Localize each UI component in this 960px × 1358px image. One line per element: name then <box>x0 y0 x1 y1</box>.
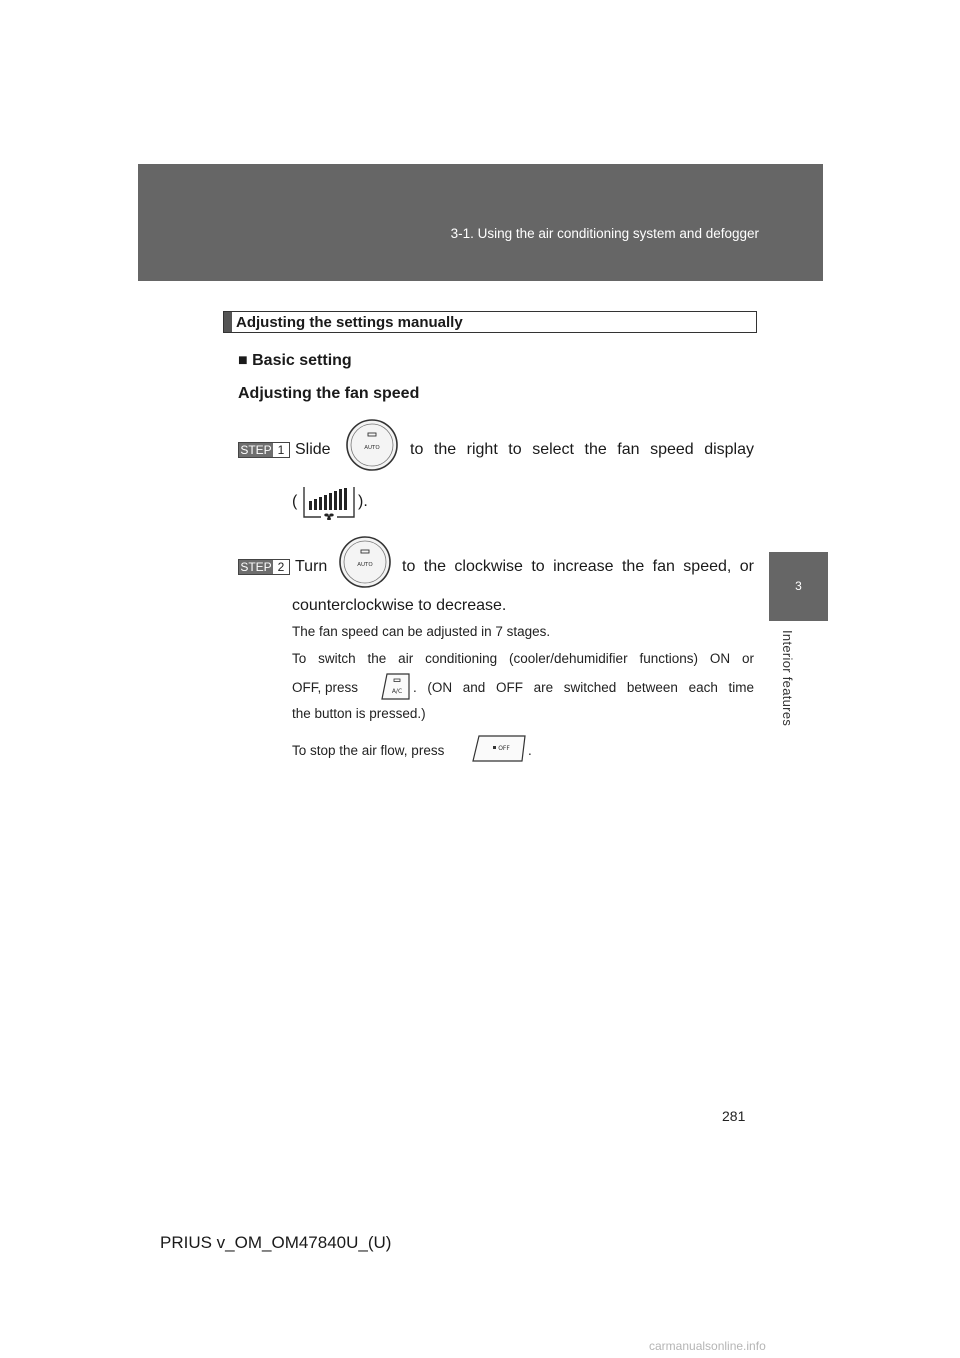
step-2-number: 2 <box>273 560 289 574</box>
note-ac-line2-b: . (ON and OFF are switched between each time <box>413 680 754 695</box>
step-2-text-before: Turn <box>295 558 328 575</box>
step-1-label: STEP <box>240 443 272 457</box>
step-1-paren-open: ( <box>292 493 298 510</box>
off-button-label: OFF <box>498 745 510 752</box>
subsection-title: ■ Basic setting <box>238 352 352 369</box>
step-2-label: STEP <box>240 560 272 574</box>
page-header <box>138 164 823 281</box>
step-1-number: 1 <box>273 443 289 457</box>
auto-knob-icon <box>345 418 399 472</box>
step-1-text-before: Slide <box>295 441 331 458</box>
note-ac-line1: To switch the air conditioning (cooler/dehumidifier functions) ON or <box>292 651 754 666</box>
watermark: carmanualsonline.info <box>649 1339 766 1353</box>
chapter-number: 3 <box>795 579 802 593</box>
chapter-tab <box>769 552 828 621</box>
section-title: Adjusting the settings manually <box>236 314 463 331</box>
chapter-side-label: Interior features <box>780 630 795 727</box>
step-1-badge <box>238 442 290 458</box>
step-1-paren-close: ). <box>358 493 368 510</box>
ac-button-label: A/C <box>391 688 403 695</box>
off-button-icon <box>470 733 528 765</box>
step-2-text-line2: counterclockwise to decrease. <box>292 597 507 614</box>
fan-speed-display-icon <box>301 484 357 520</box>
note-fan-stages: The fan speed can be adjusted in 7 stages. <box>292 624 551 639</box>
auto-knob-icon <box>338 535 392 589</box>
step-2-text-after: to the clockwise to increase the fan speed, or <box>402 558 754 575</box>
header-title: 3-1. Using the air conditioning system and defogger <box>450 226 759 241</box>
auto-knob-label: AUTO <box>364 445 380 451</box>
section-title-box <box>223 311 757 333</box>
step-2-badge <box>238 559 290 575</box>
note-ac-line2-a: OFF, press <box>292 680 359 695</box>
note-stop-airflow-b: . <box>528 743 532 758</box>
document-code: PRIUS v_OM_OM47840U_(U) <box>160 1233 392 1252</box>
ac-button-icon <box>378 671 412 703</box>
note-ac-line3: the button is pressed.) <box>292 706 426 721</box>
page-number: 281 <box>722 1108 746 1124</box>
fan-speed-heading: Adjusting the fan speed <box>238 385 420 402</box>
step-1-text-after: to the right to select the fan speed display <box>410 441 754 458</box>
note-stop-airflow-a: To stop the air flow, press <box>292 743 445 758</box>
auto-knob-label: AUTO <box>357 562 373 568</box>
section-title-bar <box>224 312 232 332</box>
